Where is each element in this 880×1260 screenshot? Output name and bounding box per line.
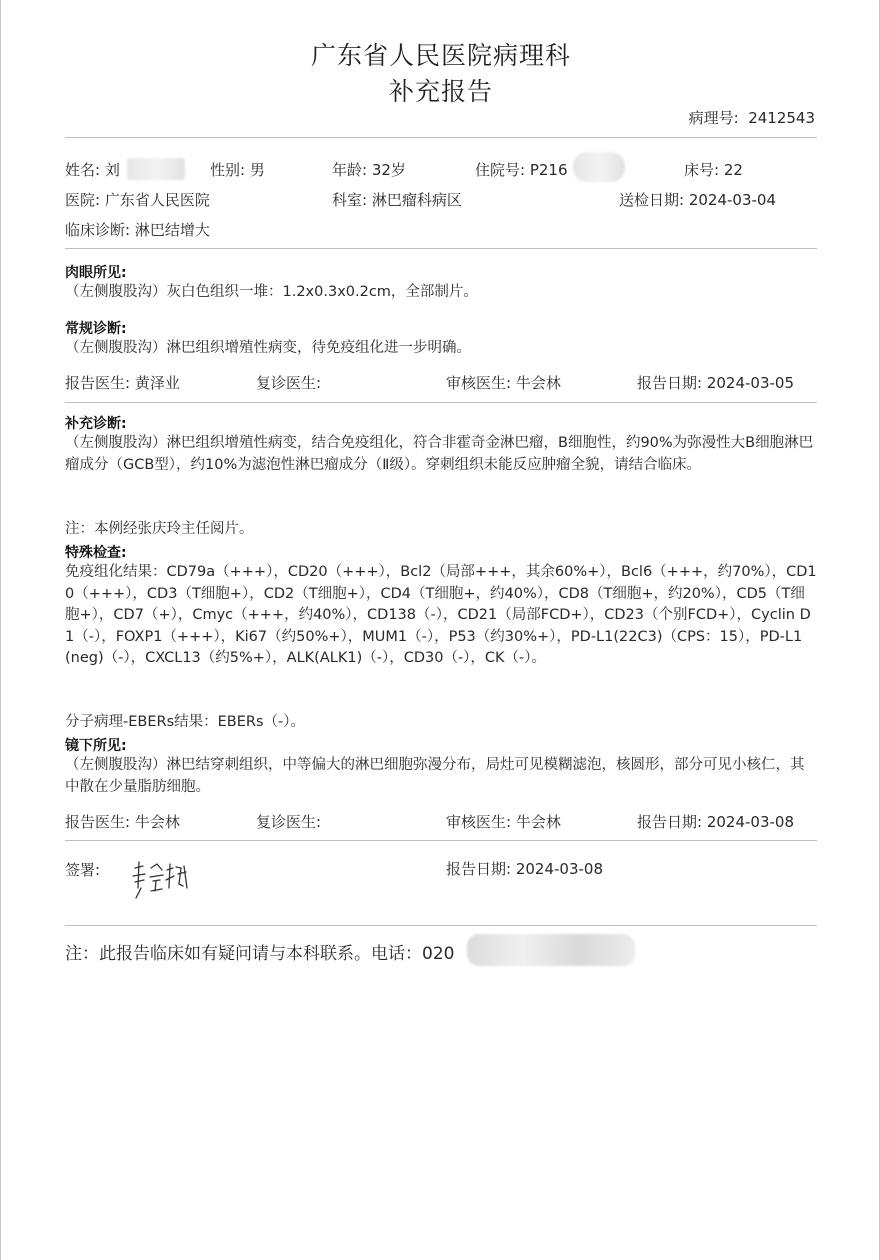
signature-date-label: 报告日期: — [446, 860, 512, 878]
divider — [65, 137, 817, 138]
review-doctor — [256, 372, 321, 393]
footer-note — [65, 939, 454, 964]
dept-label: 科室: — [332, 191, 368, 209]
redaction-blur — [573, 152, 625, 182]
age-value: 32岁 — [371, 161, 406, 179]
name-label: 姓名: — [65, 161, 101, 179]
report-doctor-value: 牛会林 — [134, 813, 180, 831]
report-date-value: 2024-03-08 — [706, 813, 795, 831]
redaction-blur — [127, 158, 185, 180]
supplement-heading: 补充诊断: — [65, 416, 127, 432]
hospital-label: 医院: — [65, 191, 101, 209]
micro-heading: 镜下所见: — [65, 738, 127, 754]
gross-heading: 肉眼所见: — [65, 265, 127, 281]
audit-doctor — [446, 372, 561, 393]
patient-name — [65, 159, 120, 180]
report-date — [637, 372, 794, 393]
pathology-number-value: 2412543 — [748, 109, 815, 127]
sex-label: 性别: — [210, 161, 246, 179]
review-doctor-label: 复诊医生: — [256, 374, 322, 392]
dept-value: 淋巴瘤科病区 — [371, 191, 462, 209]
submit-date — [619, 189, 776, 210]
patient-bed — [684, 159, 743, 180]
pathology-number — [689, 107, 815, 128]
molecular-results: 分子病理-EBERs结果：EBERs（-）。 — [65, 714, 306, 730]
report-date-label: 报告日期: — [637, 813, 703, 831]
clinical-value: 淋巴结增大 — [134, 221, 210, 239]
footer-note-text: 注：此报告临床如有疑问请与本科联系。电话： — [65, 944, 422, 964]
clinical-diagnosis — [65, 219, 210, 240]
inpatient-value: P216 — [529, 161, 568, 179]
bed-value: 22 — [723, 161, 743, 179]
submit-date-value: 2024-03-04 — [688, 191, 777, 209]
hospital-value: 广东省人民医院 — [104, 191, 210, 209]
report-doctor-label: 报告医生: — [65, 813, 131, 831]
sex-value: 男 — [249, 161, 265, 179]
patient-age — [332, 159, 406, 180]
pathology-number-label: 病理号: — [688, 109, 739, 127]
clinical-label: 临床诊断: — [65, 221, 131, 239]
audit-doctor-value: 牛会林 — [515, 374, 561, 392]
report-title: 广东省人民医院病理科 — [310, 41, 571, 70]
submit-date-label: 送检日期: — [619, 191, 685, 209]
review-doctor — [256, 811, 321, 832]
routine-heading: 常规诊断: — [65, 321, 127, 337]
report-doctor-value: 黄泽业 — [134, 374, 180, 392]
audit-doctor-value: 牛会林 — [515, 813, 561, 831]
handwritten-signature — [129, 858, 193, 904]
review-doctor-label: 复诊医生: — [256, 813, 322, 831]
gross-text: （左侧腹股沟）灰白色组织一堆：1.2x0.3x0.2cm，全部制片。 — [65, 284, 478, 300]
supplement-text: （左侧腹股沟）淋巴组织增殖性病变，结合免疫组化，符合非霍奇金淋巴瘤，B细胞性，约90%为弥漫性大B细胞淋巴瘤成分（GCB型），约10%为滤泡性淋巴瘤成分（Ⅱ级）。穿刺组织未能反应肿瘤全貌，请结合临床。 — [65, 435, 814, 473]
signature-date-value: 2024-03-08 — [515, 860, 604, 878]
age-label: 年龄: — [332, 161, 368, 179]
divider — [65, 402, 817, 403]
report-subtitle: 补充报告 — [388, 77, 493, 106]
supplement-note: 注：本例经张庆玲主任阅片。 — [65, 521, 254, 537]
report-date-label: 报告日期: — [637, 374, 703, 392]
patient-sex — [210, 159, 265, 180]
footer-phone: 020 — [422, 944, 455, 964]
name-value: 刘 — [104, 161, 120, 179]
ihc-results: 免疫组化结果：CD79a（+++），CD20（+++），Bcl2（局部+++，其余60%+），Bcl6（+++，约70%），CD10（+++），CD3（T细胞+），CD2（T细胞+），CD4（T细胞+，约40%），CD8（T细胞+，约20%），CD5（T细胞+），CD7（+），Cmyc（+++，约40%），CD138（-），CD21（局部FCD+），CD23（个别FCD+），Cyclin D1（-），FOXP1（+++），Ki67（约50%+），MUM1（-），P53（约30%+），PD-L1(22C3)（CPS：15），PD-L1(neg)（-），CXCL13（约5%+），ALK(ALK1)（-），CD30（-），CK（-）。 — [65, 564, 817, 666]
signature-label: 签署: — [65, 861, 101, 879]
routine-text: （左侧腹股沟）淋巴组织增殖性病变，待免疫组化进一步明确。 — [65, 340, 471, 356]
report-date — [637, 811, 794, 832]
report-date-value: 2024-03-05 — [706, 374, 795, 392]
divider — [65, 925, 817, 926]
redaction-blur — [467, 934, 635, 966]
signature-report-date — [446, 858, 603, 879]
divider — [65, 248, 817, 249]
patient-department — [332, 189, 462, 210]
report-doctor-label: 报告医生: — [65, 374, 131, 392]
audit-doctor — [446, 811, 561, 832]
audit-doctor-label: 审核医生: — [446, 374, 512, 392]
bed-label: 床号: — [684, 161, 720, 179]
patient-hospital — [65, 189, 210, 210]
special-heading: 特殊检查: — [65, 545, 127, 561]
audit-doctor-label: 审核医生: — [446, 813, 512, 831]
inpatient-label: 住院号: — [475, 161, 526, 179]
report-doctor — [65, 372, 180, 393]
micro-text: （左侧腹股沟）淋巴结穿刺组织，中等偏大的淋巴细胞弥漫分布，局灶可见模糊滤泡，核圆形，部分可见小核仁，其中散在少量脂肪细胞。 — [65, 757, 805, 795]
divider — [65, 840, 817, 841]
patient-inpatient-no — [475, 159, 568, 180]
report-doctor — [65, 811, 180, 832]
